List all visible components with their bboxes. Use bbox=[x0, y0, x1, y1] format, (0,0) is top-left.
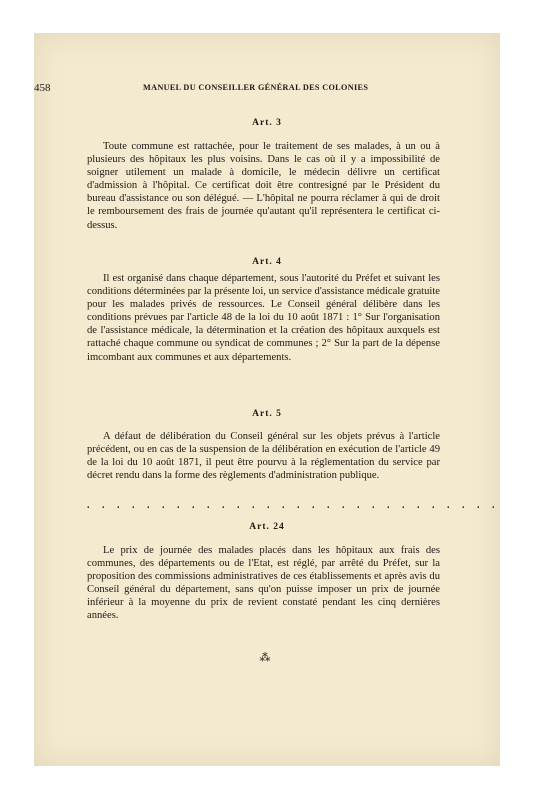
article-paragraph: Il est organisé dans chaque département, sous l'autorité du Préfet et suivant les conditions déterminées par la présente loi, un service d'assistance médicale gratuite pour les malades privés de ressources. Le Conseil général délibère dans les conditions prévues par l'article 48 de la loi du 10 août 1871 : 1° Sur l'organisation de l'assistance médicale, la détermination et la création des hôpitaux auxquels est rattaché chaque commune ou syndicat de communes ; 2° Sur la part de la dépense imcombant aux communes et aux départements. bbox=[87, 273, 440, 363]
separator-dots: . . . . . . . . . . . . . . . . . . . . . . . . . . . . bbox=[87, 500, 500, 511]
article-paragraph: A défaut de délibération du Conseil général sur les objets prévus à l'article précédent, ou en cas de la suspension de la délibération en exécution de l'article 49 de la loi du 10 août 1871, il peut être pourvu à la réglementation du service par décret rendu dans la forme des règlements d'administration publique. bbox=[87, 431, 440, 482]
running-title: MANUEL DU CONSEILLER GÉNÉRAL DES COLONIES bbox=[143, 83, 369, 92]
asterism-ornament: ⁂ bbox=[259, 652, 271, 664]
article-heading: Art. 3 bbox=[252, 118, 282, 128]
article-heading: Art. 24 bbox=[249, 522, 285, 532]
article-paragraph: Le prix de journée des malades placés dans les hôpitaux aux frais des communes, des départements ou de l'Etat, est réglé, par arrêté du Préfet, sur la proposition des commissions administratives de ces établissements et après avis du Conseil général du département, sans qu'on puisse imposer un prix de journée inférieur à la moyenne du prix de revient constaté pendant les cinq dernières années. bbox=[87, 545, 440, 622]
article-paragraph: Toute commune est rattachée, pour le traitement de ses malades, à un ou à plusieurs des hôpitaux les plus voisins. Dans le cas où il y a impossibilité de soigner utilement un malade à domicile, le médecin délivre un certificat d'admission à l'hôpital. Ce certificat doit être contresigné par le Président du bureau d'assistance ou son délégué. — L'hôpital ne pourra réclamer à qui de droit le remboursement des frais de journée qu'autant qu'il représentera le certificat ci-dessus. bbox=[87, 141, 440, 231]
article-heading: Art. 5 bbox=[252, 409, 282, 419]
article-heading: Art. 4 bbox=[252, 257, 282, 267]
page-number: 458 bbox=[34, 82, 51, 94]
